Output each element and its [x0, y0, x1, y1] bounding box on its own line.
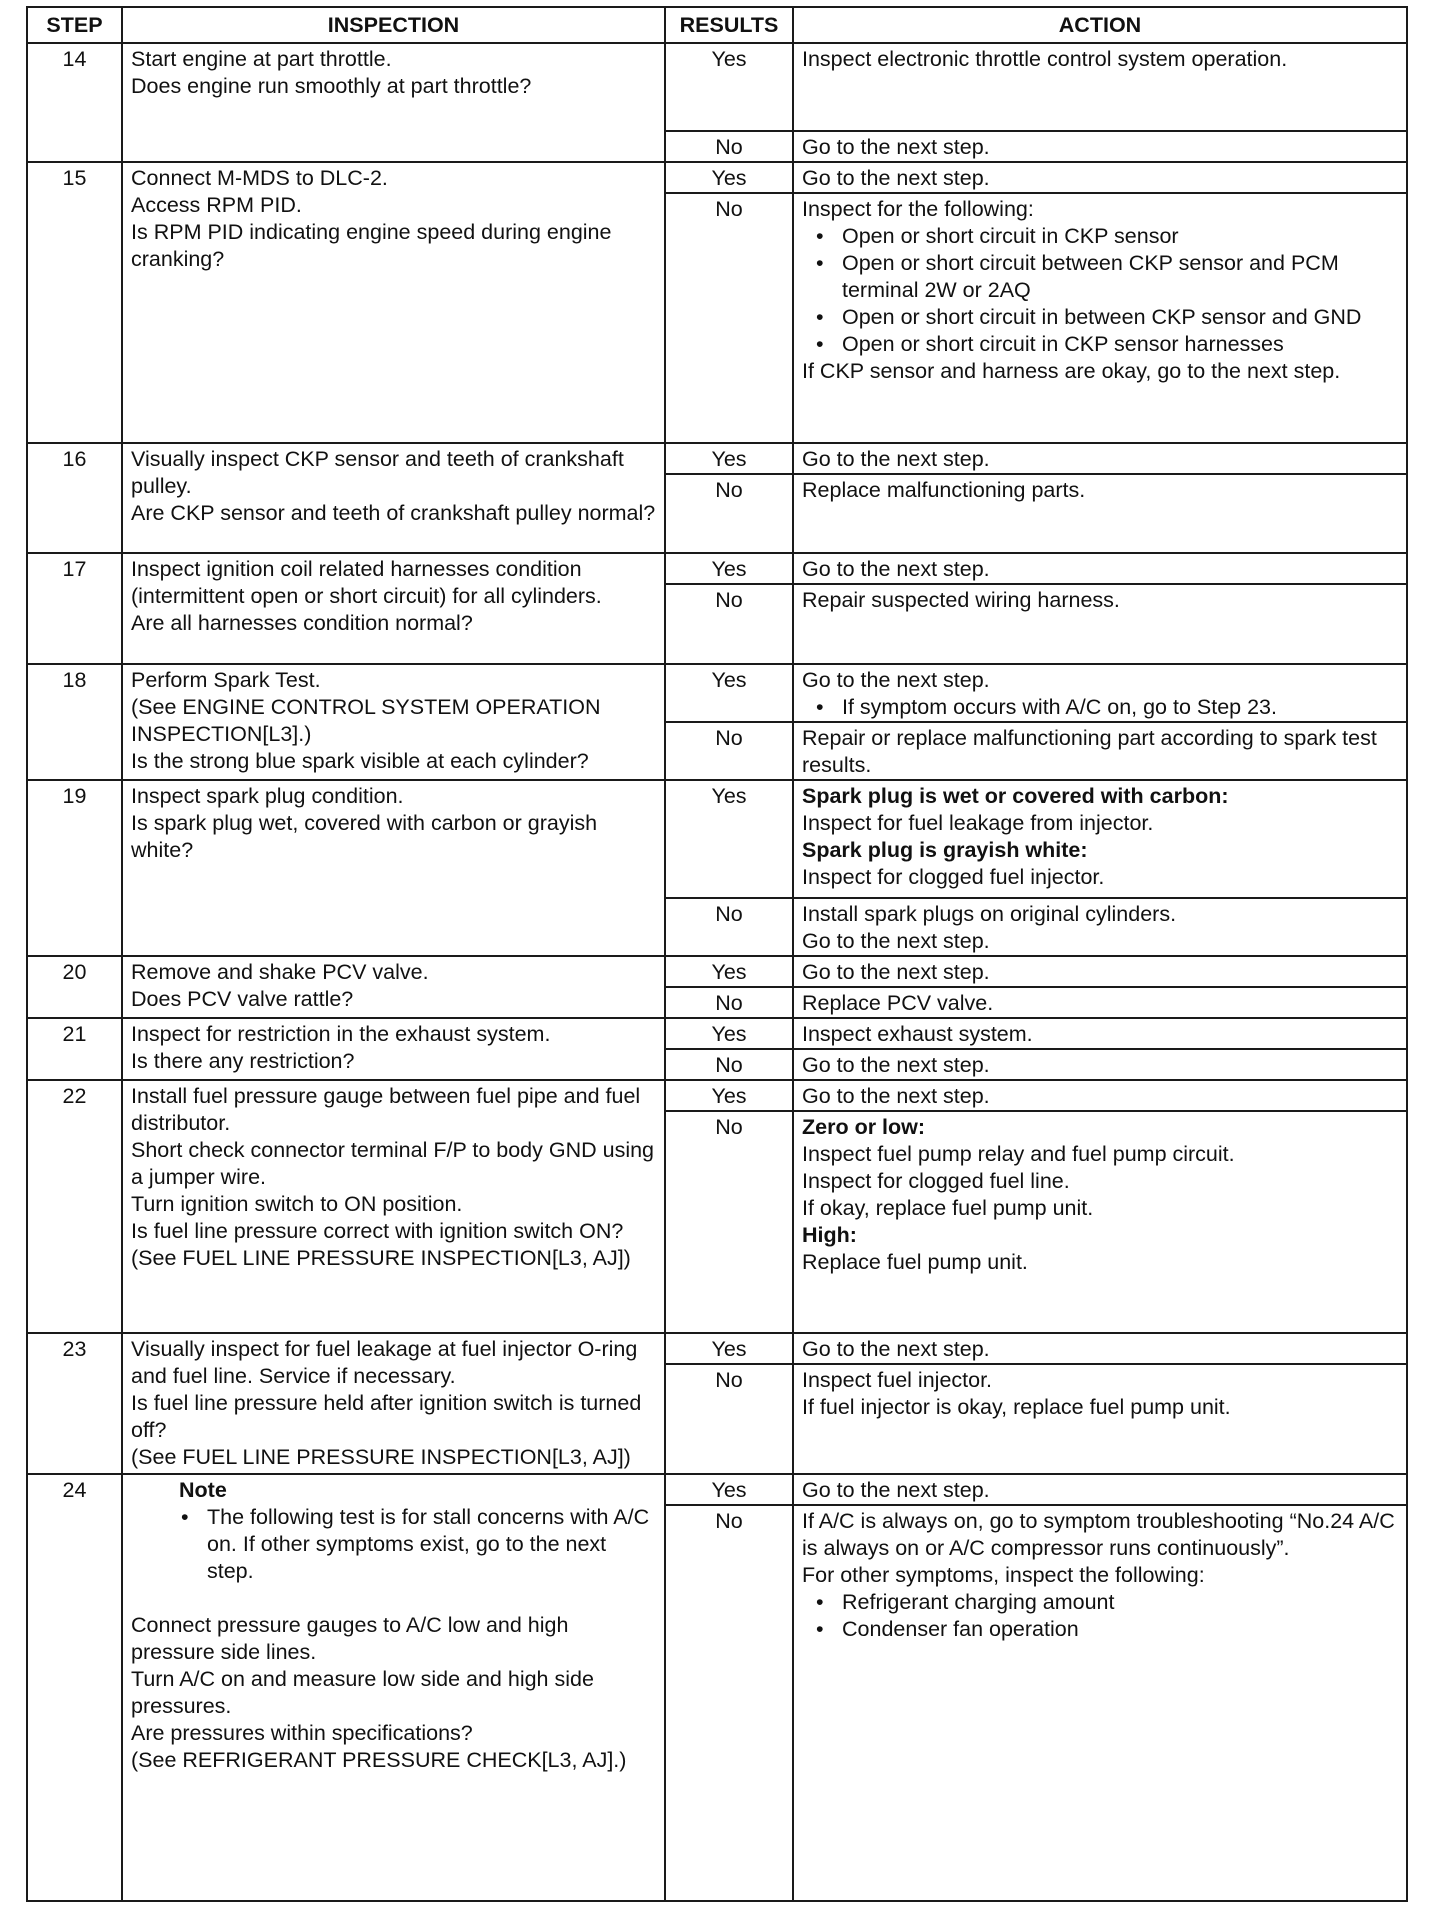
action-line: Inspect fuel pump relay and fuel pump circuit. — [802, 1142, 1235, 1166]
header-step: STEP — [27, 7, 122, 43]
inspection-line: Is fuel line pressure held after ignition switch is turned off? — [131, 1391, 642, 1442]
table-row — [27, 43, 1407, 131]
result-yes: Yes — [665, 1333, 793, 1364]
action-line: Repair or replace malfunctioning part according to spark test results. — [802, 726, 1377, 777]
action-cell — [793, 780, 1407, 898]
inspection-line: Perform Spark Test. — [131, 668, 321, 692]
step-number: 14 — [27, 43, 122, 162]
inspection-line: Inspect for restriction in the exhaust system. — [131, 1022, 551, 1046]
bullet-item: • Open or short circuit in CKP sensor — [842, 223, 1398, 250]
table-row — [27, 1474, 1407, 1505]
step-number: 16 — [27, 443, 122, 553]
inspection-line: (See ENGINE CONTROL SYSTEM OPERATION INSPECTION[L3].) — [131, 695, 601, 746]
action-line: If A/C is always on, go to symptom troubleshooting “No.24 A/C is always on or A/C compressor runs continuously”. — [802, 1509, 1395, 1560]
action-heading: High: — [802, 1223, 857, 1247]
bullet-item: • Condenser fan operation — [842, 1616, 1398, 1643]
action-cell — [793, 553, 1407, 584]
step-number: 19 — [27, 780, 122, 956]
bullet-item: • Open or short circuit in CKP sensor harnesses — [842, 331, 1398, 358]
action-line: Install spark plugs on original cylinders. — [802, 902, 1177, 926]
inspection-line: Is RPM PID indicating engine speed during engine cranking? — [131, 220, 612, 271]
bullet-list — [802, 694, 1398, 721]
action-cell — [793, 443, 1407, 474]
result-yes: Yes — [665, 553, 793, 584]
inspection-line: Is there any restriction? — [131, 1049, 355, 1073]
action-line: Go to the next step. — [802, 1478, 990, 1502]
result-yes: Yes — [665, 443, 793, 474]
action-cell — [793, 1111, 1407, 1333]
header-row — [27, 7, 1407, 43]
inspection-cell — [122, 780, 665, 956]
table-row — [27, 780, 1407, 898]
action-line: Inspect for clogged fuel injector. — [802, 865, 1105, 889]
note-block — [131, 1477, 656, 1585]
table-row — [27, 1018, 1407, 1049]
action-line: Go to the next step. — [802, 135, 990, 159]
inspection-line: Short check connector terminal F/P to body GND using a jumper wire. — [131, 1138, 655, 1189]
inspection-line: Remove and shake PCV valve. — [131, 960, 429, 984]
action-cell — [793, 43, 1407, 131]
result-no: No — [665, 474, 793, 553]
action-line: Go to the next step. — [802, 929, 990, 953]
action-heading: Spark plug is grayish white: — [802, 838, 1088, 862]
inspection-line: Visually inspect CKP sensor and teeth of crankshaft pulley. — [131, 447, 624, 498]
action-line: Inspect electronic throttle control system operation. — [802, 47, 1288, 71]
header-inspection: INSPECTION — [122, 7, 665, 43]
inspection-cell — [122, 162, 665, 443]
result-yes: Yes — [665, 664, 793, 722]
action-line: Replace malfunctioning parts. — [802, 478, 1086, 502]
inspection-cell — [122, 1018, 665, 1080]
result-yes: Yes — [665, 43, 793, 131]
inspection-line: Does engine run smoothly at part throttle? — [131, 74, 532, 98]
action-line: Repair suspected wiring harness. — [802, 588, 1120, 612]
action-line: Go to the next step. — [802, 668, 990, 692]
action-line: Go to the next step. — [802, 1053, 990, 1077]
result-no: No — [665, 987, 793, 1018]
action-heading: Spark plug is wet or covered with carbon: — [802, 784, 1229, 808]
result-no: No — [665, 193, 793, 443]
inspection-line: Are pressures within specifications? — [131, 1721, 473, 1745]
bullet-item: • Open or short circuit between CKP sensor and PCM terminal 2W or 2AQ — [842, 250, 1398, 304]
action-cell — [793, 1333, 1407, 1364]
action-cell — [793, 1474, 1407, 1505]
inspection-line: Connect pressure gauges to A/C low and high pressure side lines. — [131, 1613, 569, 1664]
action-line: Inspect for the following: — [802, 197, 1034, 221]
header-action: ACTION — [793, 7, 1407, 43]
step-number: 18 — [27, 664, 122, 780]
result-yes: Yes — [665, 956, 793, 987]
action-line: Inspect for fuel leakage from injector. — [802, 811, 1154, 835]
step-number: 24 — [27, 1474, 122, 1901]
action-line: Inspect fuel injector. — [802, 1368, 993, 1392]
inspection-line: Are CKP sensor and teeth of crankshaft pulley normal? — [131, 501, 656, 525]
bullet-list — [802, 223, 1398, 358]
inspection-line: Is the strong blue spark visible at each cylinder? — [131, 749, 589, 773]
action-line: Go to the next step. — [802, 447, 990, 471]
inspection-line: Inspect ignition coil related harnesses condition (intermittent open or short circuit) for all cylinders. — [131, 557, 602, 608]
action-cell — [793, 1018, 1407, 1049]
inspection-line: Does PCV valve rattle? — [131, 987, 354, 1011]
inspection-line: Inspect spark plug condition. — [131, 784, 404, 808]
step-number: 21 — [27, 1018, 122, 1080]
action-cell — [793, 722, 1407, 780]
result-no: No — [665, 1364, 793, 1474]
inspection-cell — [122, 1080, 665, 1333]
result-no: No — [665, 131, 793, 162]
result-yes: Yes — [665, 1080, 793, 1111]
result-no: No — [665, 722, 793, 780]
action-line: Replace PCV valve. — [802, 991, 994, 1015]
action-line: Replace fuel pump unit. — [802, 1250, 1028, 1274]
inspection-cell — [122, 956, 665, 1018]
result-no: No — [665, 1111, 793, 1333]
inspection-line: (See FUEL LINE PRESSURE INSPECTION[L3, AJ]) — [131, 1246, 631, 1270]
action-line: Inspect for clogged fuel line. — [802, 1169, 1070, 1193]
bullet-item: • Open or short circuit in between CKP sensor and GND — [842, 304, 1398, 331]
action-cell — [793, 1080, 1407, 1111]
action-line: Go to the next step. — [802, 557, 990, 581]
action-line: Go to the next step. — [802, 960, 990, 984]
note-title: Note — [179, 1478, 227, 1502]
inspection-line: Turn A/C on and measure low side and high side pressures. — [131, 1667, 594, 1718]
table-row — [27, 1080, 1407, 1111]
action-line: Inspect exhaust system. — [802, 1022, 1033, 1046]
action-heading: Zero or low: — [802, 1115, 926, 1139]
result-yes: Yes — [665, 1474, 793, 1505]
inspection-line: (See FUEL LINE PRESSURE INSPECTION[L3, AJ]) — [131, 1445, 631, 1469]
action-cell — [793, 664, 1407, 722]
inspection-cell — [122, 1333, 665, 1474]
action-cell — [793, 1049, 1407, 1080]
inspection-line: Are all harnesses condition normal? — [131, 611, 473, 635]
action-cell — [793, 584, 1407, 664]
table-row — [27, 664, 1407, 722]
inspection-line: (See REFRIGERANT PRESSURE CHECK[L3, AJ].) — [131, 1748, 627, 1772]
inspection-cell — [122, 664, 665, 780]
bullet-list — [802, 1589, 1398, 1643]
result-no: No — [665, 1505, 793, 1901]
action-cell — [793, 162, 1407, 193]
step-number: 23 — [27, 1333, 122, 1474]
inspection-line: Is fuel line pressure correct with ignition switch ON? — [131, 1219, 624, 1243]
table-row — [27, 443, 1407, 474]
action-line: For other symptoms, inspect the following: — [802, 1563, 1205, 1587]
bullet-item: • If symptom occurs with A/C on, go to Step 23. — [842, 694, 1398, 721]
action-cell — [793, 193, 1407, 443]
result-no: No — [665, 898, 793, 956]
action-line: If fuel injector is okay, replace fuel pump unit. — [802, 1395, 1231, 1419]
action-cell — [793, 956, 1407, 987]
action-line: If CKP sensor and harness are okay, go to the next step. — [802, 359, 1341, 383]
note-bullet-item: • The following test is for stall concerns with A/C on. If other symptoms exist, go to the next step. — [207, 1504, 656, 1585]
inspection-line: Install fuel pressure gauge between fuel pipe and fuel distributor. — [131, 1084, 641, 1135]
inspection-cell — [122, 1474, 665, 1901]
header-results: RESULTS — [665, 7, 793, 43]
step-number: 22 — [27, 1080, 122, 1333]
action-cell — [793, 987, 1407, 1018]
troubleshooting-sheet — [26, 6, 1406, 1902]
inspection-table — [26, 6, 1408, 1902]
bullet-item: • Refrigerant charging amount — [842, 1589, 1398, 1616]
action-cell — [793, 1364, 1407, 1474]
note-bullet-list — [179, 1504, 656, 1585]
action-line: If okay, replace fuel pump unit. — [802, 1196, 1094, 1220]
action-line: Go to the next step. — [802, 1084, 990, 1108]
step-number: 15 — [27, 162, 122, 443]
result-no: No — [665, 1049, 793, 1080]
table-row — [27, 162, 1407, 193]
inspection-cell — [122, 443, 665, 553]
inspection-cell — [122, 553, 665, 664]
inspection-line: Is spark plug wet, covered with carbon or grayish white? — [131, 811, 598, 862]
inspection-cell — [122, 43, 665, 162]
table-row — [27, 1333, 1407, 1364]
table-row — [27, 956, 1407, 987]
action-cell — [793, 898, 1407, 956]
action-cell — [793, 1505, 1407, 1901]
result-no: No — [665, 584, 793, 664]
action-line: Go to the next step. — [802, 166, 990, 190]
result-yes: Yes — [665, 780, 793, 898]
result-yes: Yes — [665, 1018, 793, 1049]
inspection-line: Turn ignition switch to ON position. — [131, 1192, 463, 1216]
action-cell — [793, 131, 1407, 162]
inspection-line: Access RPM PID. — [131, 193, 302, 217]
inspection-line: Start engine at part throttle. — [131, 47, 392, 71]
inspection-line: Visually inspect for fuel leakage at fuel injector O-ring and fuel line. Service if necessary. — [131, 1337, 638, 1388]
step-number: 17 — [27, 553, 122, 664]
table-row — [27, 553, 1407, 584]
action-line: Go to the next step. — [802, 1337, 990, 1361]
inspection-line: Connect M-MDS to DLC-2. — [131, 166, 388, 190]
action-cell — [793, 474, 1407, 553]
result-yes: Yes — [665, 162, 793, 193]
step-number: 20 — [27, 956, 122, 1018]
